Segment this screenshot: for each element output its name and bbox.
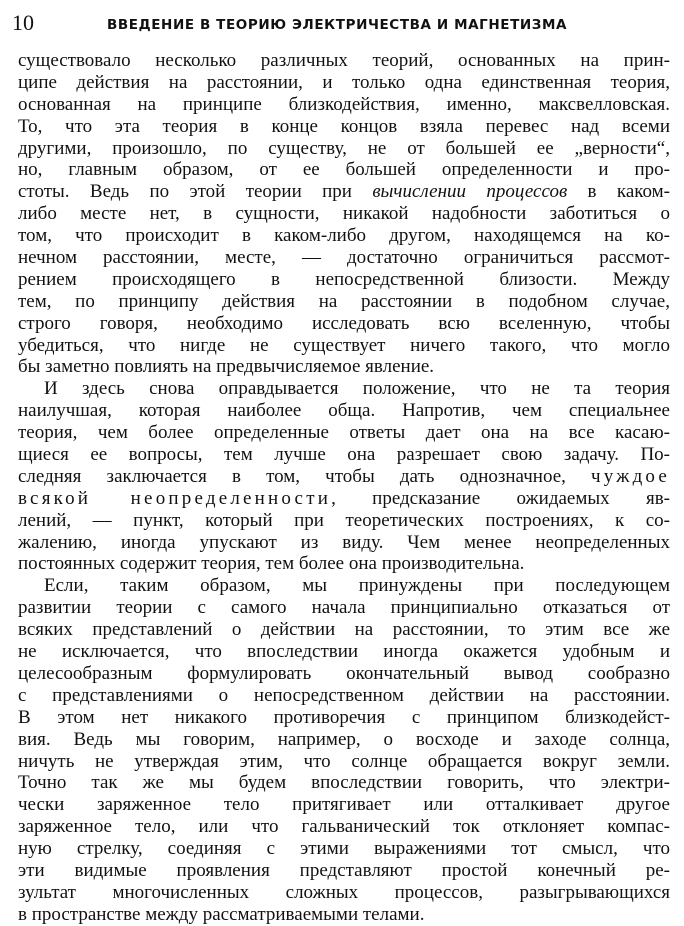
text-line: ципе действия на расстоянии, и только одна единственная теория, xyxy=(18,71,670,93)
text-line: с представлениями о непосредственном действии на расстоянии. xyxy=(18,684,670,706)
text-line: основанная на принципе близкодействия, именно, максвелловская. xyxy=(18,93,670,115)
page-number: 10 xyxy=(12,10,34,35)
text-line: рением происходящего в непосредственной близости. Между xyxy=(18,268,670,290)
body-text xyxy=(18,50,670,926)
text-line: теория, чем более определенные ответы дает она на все касаю- xyxy=(18,422,670,444)
text-line: всяких представлений о действии на расстоянии, то этим все же xyxy=(18,619,670,641)
text-line: Точно так же мы будем впоследствии говорить, что электри- xyxy=(18,772,670,794)
text-line: наилучшая, которая наиболее обща. Напротив, чем специальнее xyxy=(18,400,670,422)
page-header xyxy=(12,8,676,44)
text-line: строго говоря, необходимо исследовать всю вселенную, чтобы xyxy=(18,312,670,334)
text-line: ную стрелку, соединяя с этими выражениями тот смысл, что xyxy=(18,838,670,860)
running-title: ВВЕДЕНИЕ В ТЕОРИЮ ЭЛЕКТРИЧЕСТВА И МАГНЕТИЗМА xyxy=(107,17,568,33)
text-line: В этом нет никакого противоречия с принципом близкодейст- xyxy=(18,706,670,728)
text-line: в пространстве между рассматриваемыми телами. xyxy=(18,903,425,925)
text-line: существовало несколько различных теорий, основанных на прин- xyxy=(18,50,670,71)
text-fragment: стоты. Ведь по этой теории при xyxy=(18,181,373,203)
text-line: ничуть не утверждая этим, что солнце обращается вокруг земли. xyxy=(18,750,670,772)
text-fragment: в каком- xyxy=(567,181,670,203)
text-line xyxy=(18,488,670,510)
text-line: не исключается, что впоследствии иногда окажется удобным и xyxy=(18,641,670,663)
text-line: постоянных содержит теория, тем более она производительна. xyxy=(18,553,525,575)
text-line: том, что происходит в каком-либо другом, находящемся на ко- xyxy=(18,225,670,247)
text-line: бы заметно повлиять на предвычисляемое явление. xyxy=(18,356,435,378)
text-line: щиеся ее вопросы, тем лучше она разрешает свою задачу. По- xyxy=(18,444,670,466)
text-line: либо месте нет, в сущности, никакой надобности заботиться о xyxy=(18,203,670,225)
text-line: целесообразным формулировать окончательный вывод сообразно xyxy=(18,662,670,684)
text-line: То, что эта теория в конце концов взяла перевес над всеми xyxy=(18,115,670,137)
text-line: И здесь снова оправдывается положение, что не та теория xyxy=(44,378,670,400)
text-line: тем, по принципу действия на расстоянии в подобном случае, xyxy=(18,290,670,312)
text-line: жалению, иногда упускают из виду. Чем менее неопределенных xyxy=(18,531,670,553)
text-line: другими, произошло, по существу, не от большей ее „верности“, xyxy=(18,137,670,159)
text-line xyxy=(18,181,670,203)
text-line: зультат многочисленных сложных процессов, разыгрывающихся xyxy=(18,881,670,903)
italic-text: вычислении процессов xyxy=(372,181,568,203)
text-line: убедиться, что нигде не существует ничего такого, что могло xyxy=(18,334,670,356)
text-line: чески заряженное тело притягивает или отталкивает другое xyxy=(18,794,670,816)
text-line: эти видимые проявления представляют простой конечный ре- xyxy=(18,859,670,881)
text-line: лений, — пункт, который при теоретических построениях, к со- xyxy=(18,509,670,531)
emphasized-text: чуждое xyxy=(591,465,670,487)
text-line xyxy=(18,466,670,488)
text-line: вия. Ведь мы говорим, например, о восходе и заходе солнца, xyxy=(18,728,670,750)
text-line: заряженное тело, или что гальванический ток отклоняет компас- xyxy=(18,816,670,838)
text-line: но, главным образом, от ее большей определенности и про- xyxy=(18,159,670,181)
text-fragment: следняя заключается в том, чтобы дать однозначное, xyxy=(18,465,592,487)
emphasized-text: всякой неопределенности xyxy=(18,487,332,509)
text-line: нечном расстоянии, месте, — достаточно ограничиться рассмот- xyxy=(18,247,670,269)
text-fragment: , предсказание ожидаемых яв- xyxy=(331,487,670,509)
text-line: Если, таким образом, мы принуждены при последующем xyxy=(44,575,670,597)
text-line: развитии теории с самого начала принципиально отказаться от xyxy=(18,597,670,619)
